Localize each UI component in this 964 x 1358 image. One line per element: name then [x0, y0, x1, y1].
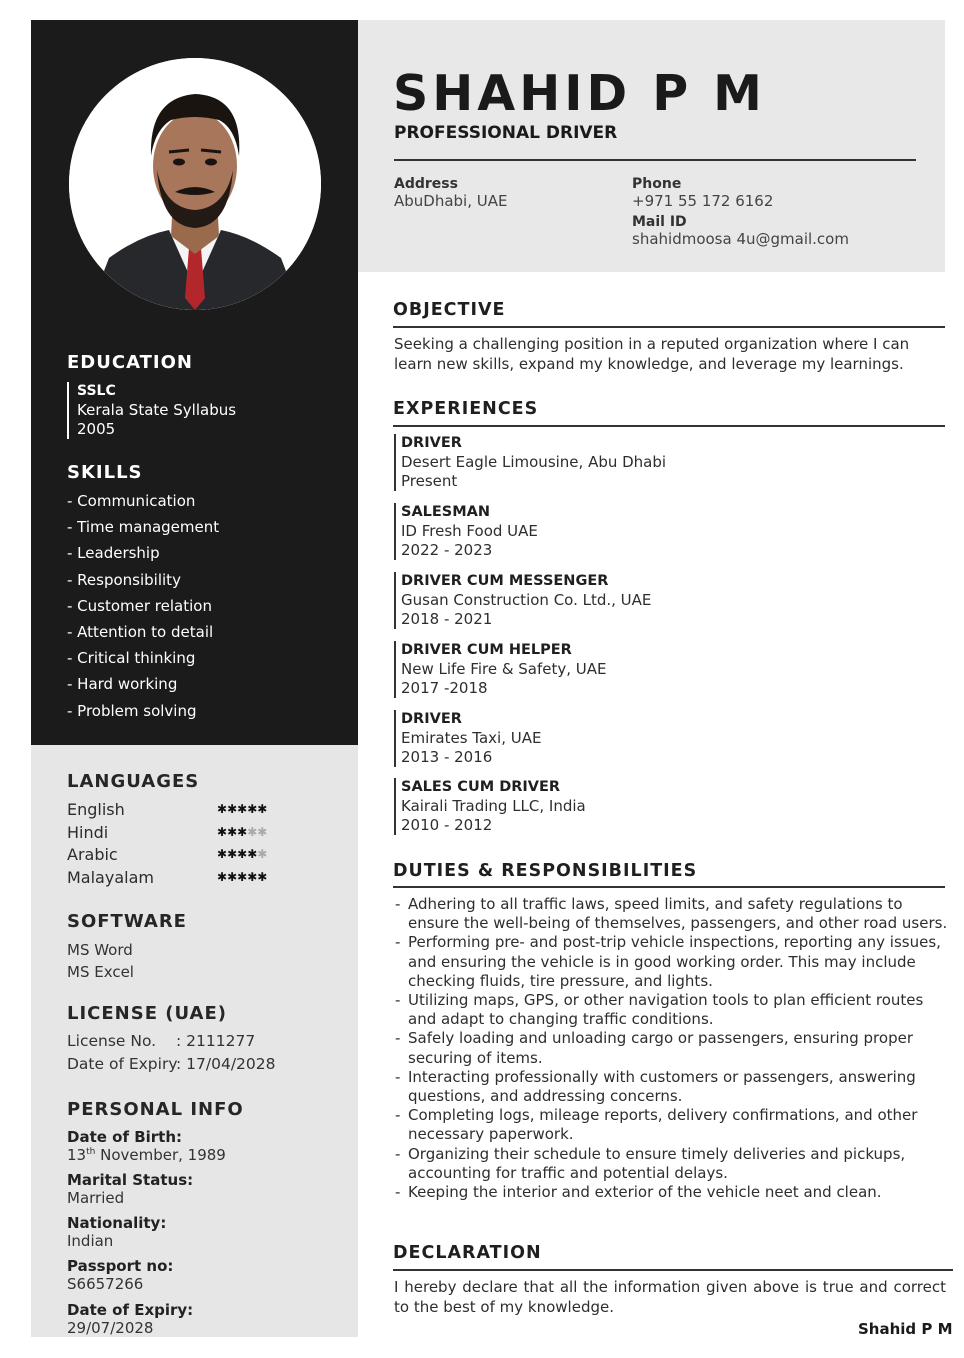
software-item: MS Word	[67, 941, 133, 959]
duty-item: - Organizing their schedule to ensure timely deliveries and pickups, accounting for traffic and potential delays.	[394, 1145, 954, 1183]
education-heading: EDUCATION	[67, 352, 193, 373]
language-item	[67, 868, 297, 891]
license-expiry-value: : 17/04/2028	[176, 1055, 276, 1073]
skill-item: - Communication	[67, 492, 196, 510]
phone-label: Phone	[632, 176, 682, 192]
skill-item: - Time management	[67, 518, 220, 537]
experience-entry	[394, 434, 666, 491]
star-icon: ✱	[237, 847, 248, 861]
license-expiry-label: Date of Expiry	[67, 1055, 178, 1073]
passport-expiry-label: Date of Expiry:	[67, 1301, 194, 1319]
education-degree: SSLC	[77, 383, 116, 399]
language-rating	[217, 802, 267, 816]
education-year: 2005	[77, 420, 116, 438]
language-name: Hindi	[67, 822, 109, 842]
star-icon: ✱	[237, 802, 248, 816]
language-rating	[217, 825, 267, 839]
skill-item: - Hard working	[67, 675, 178, 694]
experience-period: 2022 - 2023	[401, 541, 493, 559]
star-icon: ✱	[217, 802, 228, 816]
objective-text: Seeking a challenging position in a reputed organization where I can learn new skills, expand my knowledge, and leverage my learnings.	[394, 335, 910, 373]
language-item	[67, 845, 297, 868]
candidate-role: PROFESSIONAL DRIVER	[394, 123, 618, 143]
language-item	[67, 823, 297, 846]
duty-item: - Keeping the interior and exterior of the vehicle neet and clean.	[394, 1183, 954, 1202]
duty-item: - Interacting professionally with customers or passengers, answering questions, and addressing concerns.	[394, 1068, 954, 1106]
duty-item: - Utilizing maps, GPS, or other navigation tools to plan efficient routes and adapt to changing traffic conditions.	[394, 991, 954, 1029]
experience-company: Gusan Construction Co. Ltd., UAE	[401, 591, 652, 609]
language-rating	[217, 847, 267, 861]
duties-divider	[393, 886, 945, 888]
skill-item: - Responsibility	[67, 570, 181, 589]
duty-item: - Safely loading and unloading cargo or passengers, ensuring proper securing of items.	[394, 1029, 954, 1067]
language-name: Arabic	[67, 845, 118, 864]
dob-label: Date of Birth:	[67, 1128, 183, 1146]
star-icon: ✱	[217, 847, 228, 861]
star-icon: ✱	[247, 802, 258, 816]
skill-item: - Leadership	[67, 544, 160, 563]
experience-company: ID Fresh Food UAE	[401, 522, 538, 540]
education-board: Kerala State Syllabus	[77, 401, 237, 419]
language-name: Malayalam	[67, 867, 154, 887]
passport-label: Passport no:	[67, 1257, 174, 1275]
experiences-divider	[393, 425, 945, 427]
experience-title: SALES CUM DRIVER	[401, 779, 561, 795]
experience-period: Present	[401, 472, 458, 490]
experience-period: 2013 - 2016	[401, 748, 493, 766]
skills-list	[67, 491, 219, 727]
license-heading: LICENSE (UAE)	[67, 1003, 228, 1024]
star-icon: ✱	[247, 869, 258, 884]
experience-period: 2018 - 2021	[401, 610, 493, 628]
experience-entry	[394, 778, 586, 835]
passport-value: S6657266	[67, 1275, 144, 1293]
languages-heading: LANGUAGES	[67, 771, 200, 792]
experience-title: SALESMAN	[401, 504, 491, 520]
dob-rest: November, 1989	[95, 1146, 226, 1164]
experience-title: DRIVER CUM MESSENGER	[401, 573, 609, 589]
skill-item: - Problem solving	[67, 701, 197, 720]
header-divider	[394, 159, 916, 161]
star-icon: ✱	[217, 824, 228, 839]
star-icon: ✱	[237, 869, 248, 884]
skills-heading: SKILLS	[67, 462, 143, 483]
passport-expiry-value: 29/07/2028	[67, 1319, 154, 1337]
experience-entry	[394, 641, 607, 698]
education-entry	[67, 382, 236, 439]
phone-value: +971 55 172 6162	[632, 192, 774, 210]
star-icon: ✱	[227, 802, 238, 816]
declaration-heading: DECLARATION	[393, 1243, 542, 1263]
star-icon: ✱	[217, 869, 228, 884]
skill-item: - Critical thinking	[67, 649, 196, 668]
experience-company: New Life Fire & Safety, UAE	[401, 660, 607, 678]
mail-value: shahidmoosa 4u@gmail.com	[632, 230, 849, 248]
experience-entry	[394, 572, 651, 629]
license-number-label: License No.	[67, 1032, 157, 1050]
address-value: AbuDhabi, UAE	[394, 192, 508, 210]
skill-item: - Attention to detail	[67, 622, 214, 641]
experience-title: DRIVER	[401, 435, 462, 451]
star-icon: ✱	[257, 869, 268, 884]
nationality-value: Indian	[67, 1232, 114, 1250]
star-icon: ✱	[227, 824, 238, 839]
duty-item: - Performing pre- and post-trip vehicle inspections, reporting any issues, and ensuring the vehicle is in good working order. This may include checking fluids, tire pressure, and lights.	[394, 933, 954, 991]
software-heading: SOFTWARE	[67, 911, 187, 932]
dob-value	[67, 1146, 226, 1164]
experience-company: Desert Eagle Limousine, Abu Dhabi	[401, 453, 667, 471]
duty-item: - Completing logs, mileage reports, delivery confirmations, and other necessary paperwork.	[394, 1106, 954, 1144]
license-number-value: : 2111277	[176, 1032, 256, 1050]
candidate-name: SHAHID P M	[393, 65, 766, 122]
star-icon: ✱	[257, 847, 268, 861]
profile-photo-icon	[69, 58, 321, 310]
language-rating	[217, 870, 267, 884]
marital-value: Married	[67, 1189, 125, 1207]
experience-period: 2017 -2018	[401, 679, 488, 697]
objective-divider	[393, 326, 945, 328]
dob-suffix: th	[86, 1147, 96, 1157]
experience-entry	[394, 710, 541, 767]
experience-company: Emirates Taxi, UAE	[401, 729, 542, 747]
experiences-heading: EXPERIENCES	[393, 399, 539, 419]
star-icon: ✱	[257, 824, 268, 839]
star-icon: ✱	[257, 802, 268, 816]
nationality-label: Nationality:	[67, 1214, 167, 1232]
star-icon: ✱	[237, 824, 248, 839]
declaration-text: I hereby declare that all the information given above is true and correct to the best of my knowledge.	[394, 1278, 946, 1316]
personal-info-heading: PERSONAL INFO	[67, 1099, 244, 1120]
star-icon: ✱	[227, 847, 238, 861]
languages-list	[67, 800, 297, 890]
signature-name: Shahid P M	[858, 1320, 953, 1338]
duties-list	[394, 895, 954, 1202]
license-number-row	[67, 1032, 256, 1050]
star-icon: ✱	[227, 869, 238, 884]
experience-title: DRIVER	[401, 711, 462, 727]
experience-company: Kairali Trading LLC, India	[401, 797, 586, 815]
language-item	[67, 800, 297, 823]
skill-item: - Customer relation	[67, 596, 212, 615]
duties-heading: DUTIES & RESPONSIBILITIES	[393, 861, 698, 881]
license-expiry-row	[67, 1055, 276, 1073]
software-item: MS Excel	[67, 963, 134, 981]
experience-period: 2010 - 2012	[401, 816, 493, 834]
experience-title: DRIVER CUM HELPER	[401, 642, 572, 658]
star-icon: ✱	[247, 824, 258, 839]
marital-label: Marital Status:	[67, 1171, 194, 1189]
star-icon: ✱	[247, 847, 258, 861]
mail-label: Mail ID	[632, 214, 687, 230]
objective-heading: OBJECTIVE	[393, 300, 506, 320]
address-label: Address	[394, 176, 458, 192]
duty-item: - Adhering to all traffic laws, speed limits, and safety regulations to ensure the well-being of themselves, passengers, and other road users.	[394, 895, 954, 933]
dob-day: 13	[67, 1146, 87, 1164]
language-name: English	[67, 800, 125, 819]
declaration-divider	[393, 1269, 953, 1271]
experience-entry	[394, 503, 538, 560]
